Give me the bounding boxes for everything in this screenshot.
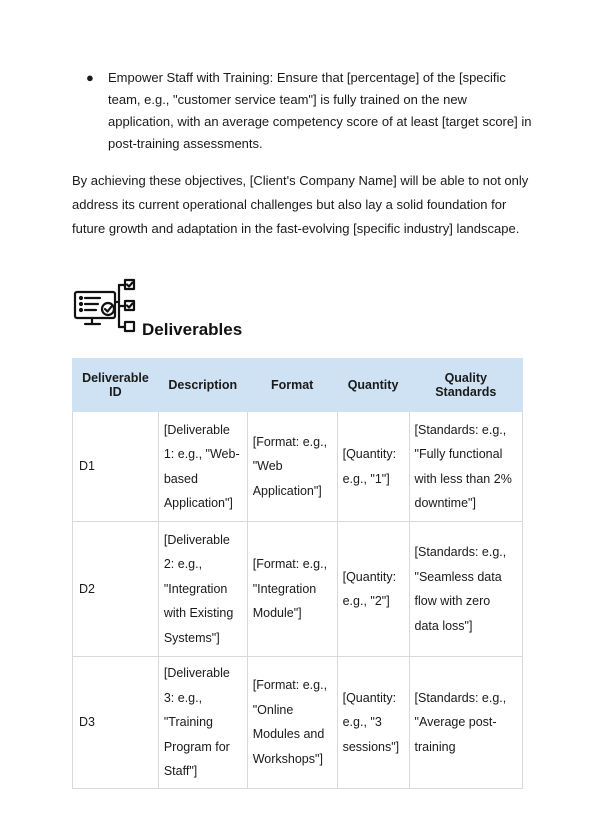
monitor-checklist-icon	[72, 278, 142, 338]
header-deliverable-id: Deliverable ID	[73, 359, 159, 412]
cell-deliverable-id: D1	[73, 412, 159, 522]
cell-description: [Deliverable 1: e.g., "Web-based Application"]	[158, 412, 247, 522]
header-quality-standards: Quality Standards	[409, 359, 522, 412]
cell-format: [Format: e.g., "Web Application"]	[247, 412, 337, 522]
bullet-dot-icon: ●	[86, 70, 94, 85]
table-row	[73, 657, 523, 789]
table-row	[73, 412, 523, 522]
summary-paragraph: By achieving these objectives, [Client's Company Name] will be able to not only address its current operational challenges but also lay a solid foundation for future growth and adaptation in the fast-evolving [specific industry] landscape.	[72, 173, 529, 236]
objective-bullet	[86, 67, 535, 155]
cell-description: [Deliverable 3: e.g., "Training Program for Staff"]	[158, 657, 247, 789]
cell-quality-standards: [Standards: e.g., "Fully functional with less than 2% downtime"]	[409, 412, 522, 522]
header-quantity: Quantity	[337, 359, 409, 412]
header-format: Format	[247, 359, 337, 412]
cell-quality-standards: [Standards: e.g., "Seamless data flow with zero data loss"]	[409, 522, 522, 657]
cell-deliverable-id: D3	[73, 657, 159, 789]
cell-description: [Deliverable 2: e.g., "Integration with Existing Systems"]	[158, 522, 247, 657]
cell-quantity: [Quantity: e.g., "3 sessions"]	[337, 657, 409, 789]
header-description: Description	[158, 359, 247, 412]
bullet-text: Empower Staff with Training: Ensure that [percentage] of the [specific team, e.g., "customer service team"] is fully trained on the new application, with an average competency score of at least [target score] in post-training assessments.	[108, 70, 532, 151]
cell-quality-standards: [Standards: e.g., "Average post-training	[409, 657, 522, 789]
cell-format: [Format: e.g., "Integration Module"]	[247, 522, 337, 657]
section-title: Deliverables	[142, 320, 243, 339]
cell-quantity: [Quantity: e.g., "2"]	[337, 522, 409, 657]
table-row	[73, 522, 523, 657]
cell-deliverable-id: D2	[73, 522, 159, 657]
table-header-row	[73, 359, 523, 412]
cell-format: [Format: e.g., "Online Modules and Workshops"]	[247, 657, 337, 789]
deliverables-table	[72, 358, 523, 789]
cell-quantity: [Quantity: e.g., "1"]	[337, 412, 409, 522]
